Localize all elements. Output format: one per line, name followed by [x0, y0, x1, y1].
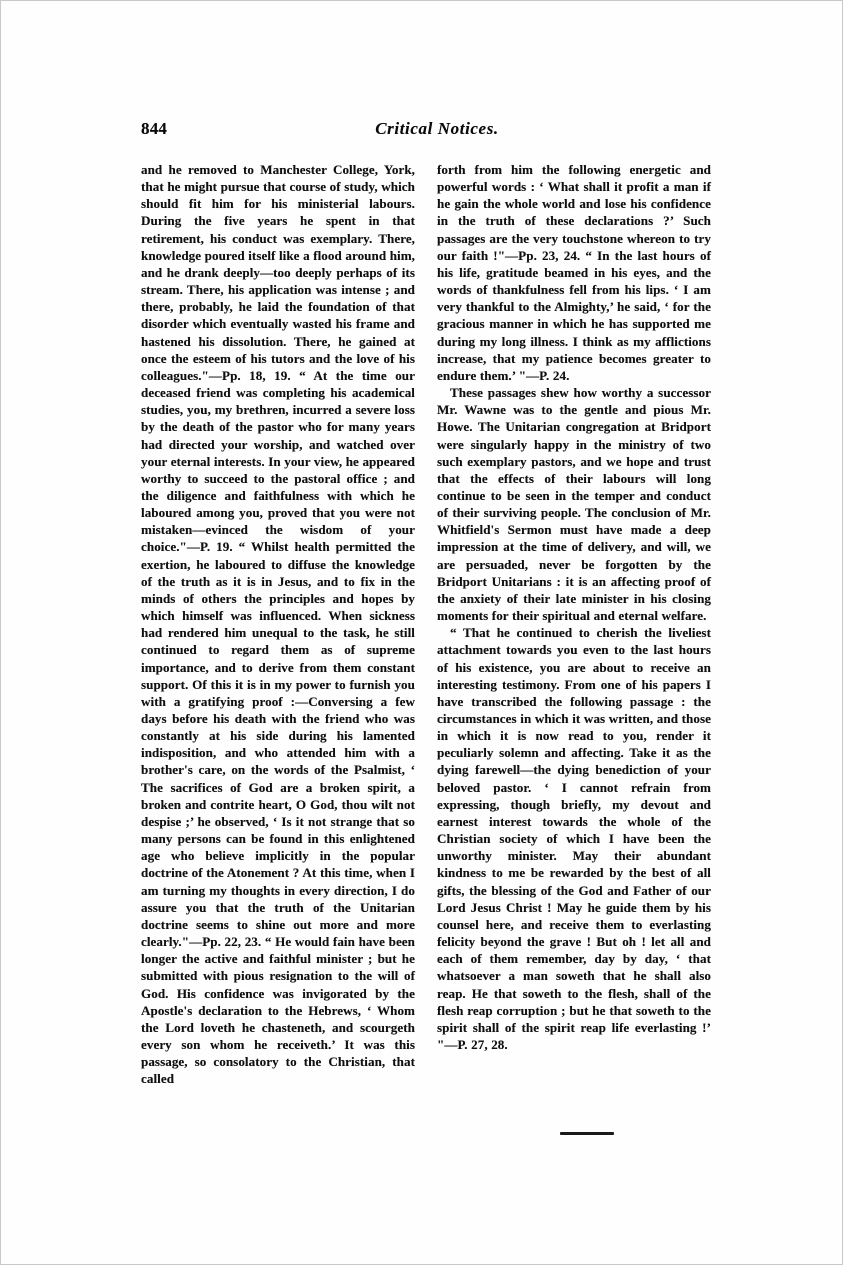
paragraph: and he removed to Manchester College, York, that he might pursue that course of study, which should fit him for his ministerial labours. During the five years he spent in that retirement, his conduct was exemplary. There, knowledge poured itself like a flood around him, and he drank deeply—too deeply perhaps of its stream. There, his application was intense ; and there, probably, he laid the foundation of that disorder which eventually wasted his frame and hastened his dissolution. There, he gained at once the esteem of his tutors and the love of his colleagues."—Pp. 18, 19. “ At the time our deceased friend was completing his academical studies, you, my brethren, incurred a severe loss by the death of the pastor who for many years had directed your worship, and watched over your eternal interests. In your view, he appeared worthy to succeed to the pastoral office ; and the diligence and faithfulness with which he laboured among you, proved that you were not mistaken—evinced the wisdom of your choice."—P. 19. “ Whilst health permitted the exertion, he laboured to diffuse the knowledge of the truth as it is in Jesus, and to fix in the minds of others the principles and hopes by which himself was influenced. When sickness had rendered him unequal to the task, he still continued to regard them as of supreme importance, and to derive from them constant support. Of this it is in my power to furnish you with a gratifying proof :—Conversing a few days before his death with the friend who was constantly at his side during his lamented indisposition, and who attended him with a brother's care, on the words of the Psalmist, ‘ The sacrifices of God are a broken spirit, a broken and contrite heart, O God, thou wilt not despise ;’ he observed, ‘ Is it not strange that so many persons can be found in this enlightened age who believe implicitly in the popular doctrine of the Atonement ? At this time, when I am turning my thoughts in every direction, I do assure you that the truth of the Unitarian doctrine seems to shine out more and more clearly."—Pp. 22, 23. “ He would fain have been longer the active and faithful minister ; but he submitted with pious resignation to the will of God. His confidence was invigorated by the Apostle's declaration to the Hebrews, ‘ Whom the Lord loveth he chasteneth, and scourgeth every son whom he receiveth.’ It was this passage, so consolatory to the Christian, that called	[141, 162, 415, 1087]
running-head	[141, 119, 707, 141]
body-columns	[141, 161, 711, 1087]
running-title: Critical Notices.	[375, 119, 499, 138]
section-end-rule	[560, 1132, 614, 1135]
paragraph: “ That he continued to cherish the liveliest attachment towards you even to the last hours of his existence, you are about to receive an interesting testimony. From one of his papers I have transcribed the following passage : the circumstances in which it was written, and those in which it is now read to you, render it peculiarly solemn and affecting. Take it as the dying farewell—the dying benediction of your beloved pastor. ‘ I cannot refrain from expressing, though briefly, my devout and earnest interest towards the whole of the Christian society of which I have been the unworthy minister. May their abundant kindness to me be rewarded by the best of all gifts, the blessing of the God and Father of our Lord Jesus Christ ! May he guide them by his counsel here, and receive them to everlasting felicity beyond the grave ! But oh ! let all and each of them remember, day by day, ‘ that whatsoever a man soweth that he shall also reap. He that soweth to the flesh, shall of the flesh reap corruption ; but he that soweth to the spirit shall of the spirit reap life everlasting !’ "—P. 27, 28.	[437, 625, 711, 1052]
paragraph: forth from him the following energetic and powerful words : ‘ What shall it profit a man if he gain the whole world and lose his confidence in the truth of these declarations ?’ Such passages are the very touchstone whereon to try our faith !"—Pp. 23, 24. “ In the last hours of his life, gratitude beamed in his eyes, and the words of thankfulness fell from his lips. ‘ I am very thankful to the Almighty,’ he said, ‘ for the gracious manner in which he has supported me during my long illness. I think as my afflictions increase, that my patience becomes greater to endure them.’ "—P. 24.	[437, 162, 711, 383]
column-left	[141, 161, 415, 1087]
column-right	[437, 161, 711, 1087]
paragraph: These passages shew how worthy a successor Mr. Wawne was to the gentle and pious Mr. Howe. The Unitarian congregation at Bridport were singularly happy in the ministry of two such exemplary pastors, and we hope and trust that the effects of their labours will long continue to be seen in the temper and conduct of their surviving people. The conclusion of Mr. Whitfield's Sermon must have made a deep impression at the time of delivery, and will, we are persuaded, never be forgotten by the Bridport Unitarians : it is an affecting proof of the anxiety of their late minister in his closing moments for their spiritual and eternal welfare.	[437, 385, 711, 624]
page-number: 844	[141, 119, 168, 138]
